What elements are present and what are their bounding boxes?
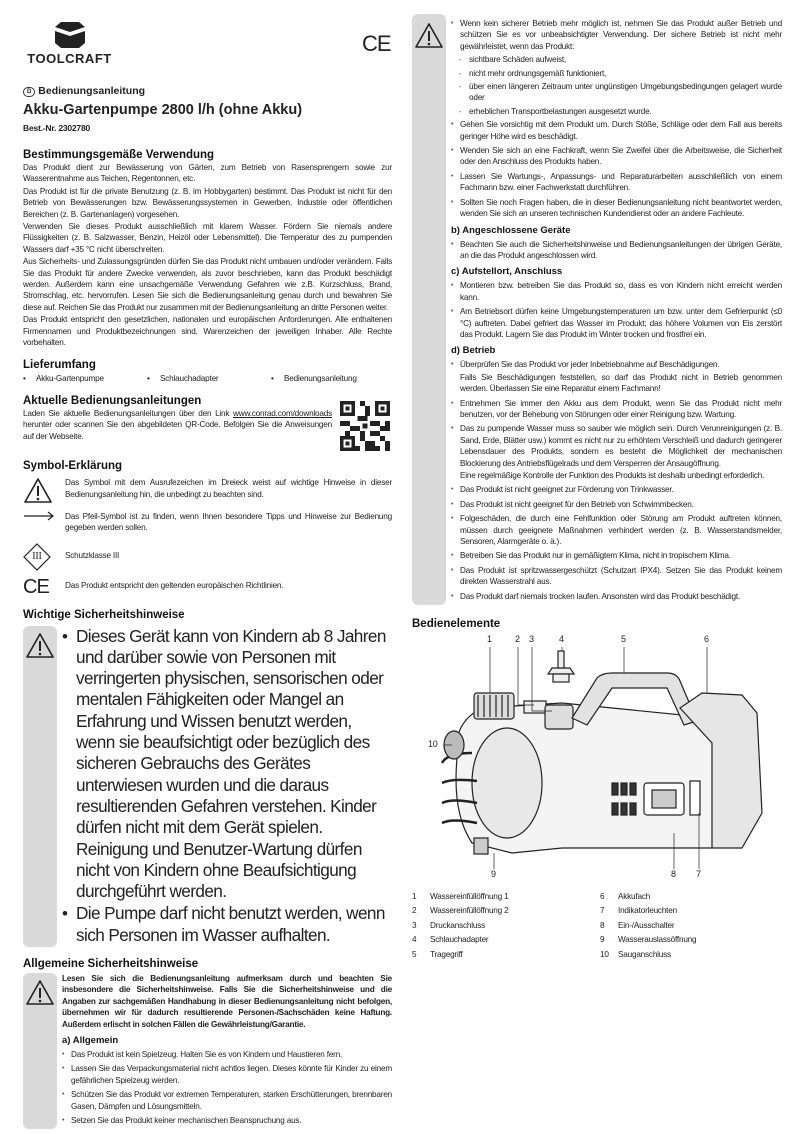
toolcraft-logo-icon — [55, 22, 85, 48]
legend-number: 3 — [412, 920, 417, 930]
language-badge: D — [23, 87, 35, 97]
paragraph: Das Produkt ist für die private Benutzung (z. B. im Hobbygarten) bestimmt. Das Produkt ist nicht für den Betrieb von Bewässerungen bzw. Bewässerungssystemen in Gewerben, Industrie oder öffentlichen Bereichen (z. B. Gartenanlagen) vorgesehen. — [23, 186, 392, 219]
legend-label: Druckanschluss — [430, 920, 485, 930]
list-item: • Beachten Sie auch die Sicherheitshinweise und Bedienungsanleitungen der übrigen Geräte, an die das Produkt angeschlossen wird. — [451, 239, 782, 262]
ce-icon: CE — [23, 575, 49, 598]
section-heading: Wichtige Sicherheitshinweise — [23, 608, 185, 621]
general-intro: Lesen Sie sich die Bedienungsanleitung aufmerksam durch und beachten Sie insbesondere die Sicherheitshinweise. Falls Sie die Sicherheitshinweise und die Angaben zur sachgemäßen Handhabung in dieser Bedienungsanleitung nicht befolgen, übernehmen wir für dadurch resultierende Personen-/Sachschäden keine Haftung. Außerdem erlischt in solchen Fällen die Gewährleistung/Garantie. — [62, 973, 392, 1029]
list-item: • Überprüfen Sie das Produkt vor jeder Inbetriebnahme auf Beschädigungen. — [451, 359, 782, 370]
symbols-section — [23, 459, 392, 597]
list-item: • Das zu pumpende Wasser muss so sauber wie möglich sein. Durch Verunreinigungen (z. B. Sand, Erde, Blätter usw.) kommt es nicht nur zu erhöhtem Verschleiß und dadurch geringerer Lebensdauer des Produkts, sondern es besteht die Möglichkeit der mechanischen Blockierung des Antriebsflügelrads und dem Versperren der Ansaugöffnung. — [451, 423, 782, 469]
list-item: • Das Produkt ist nicht geeignet zur Förderung von Trinkwasser. — [451, 484, 782, 495]
callout-10: 10 — [428, 739, 438, 750]
scope-item: • Bedienungsanleitung — [271, 373, 357, 383]
list-item: • Montieren bzw. betreiben Sie das Produkt so, dass es von Kindern nicht erreicht werden kann. — [451, 280, 782, 303]
doc-type — [23, 84, 392, 98]
list-item: • Wenden Sie sich an eine Fachkraft, wenn Sie Zweifel über die Arbeitsweise, die Sicherheit oder den Anschluss des Produkts haben. — [451, 145, 782, 168]
section-heading: Allgemeine Sicherheitshinweise — [23, 957, 199, 970]
safety-continued — [446, 14, 782, 605]
pump-diagram — [412, 633, 782, 883]
legend-number: 1 — [412, 892, 417, 902]
symbol-row — [23, 576, 392, 598]
paragraph: Das Produkt entspricht den gesetzlichen, nationalen und europäischen Anforderungen. Alle enthaltenen Firmennamen und Produktbezeichnungen sind, Warenzeichen der jeweiligen Inhaber. Alle Rechte vorbehalten. — [23, 315, 392, 348]
list-item: • Entnehmen Sie immer den Akku aus dem Produkt, wenn Sie das Produkt nicht mehr benutzen, vor der Behebung von Störungen oder einer Reinigung bzw. Wartung. — [451, 398, 782, 421]
qr-code-icon — [340, 400, 390, 452]
list-item: • Betreiben Sie das Produkt nur in gemäßigtem Klima, nicht in tropischem Klima. — [451, 550, 782, 561]
list-item: • Folgeschäden, die durch eine Fehlfunktion oder Störung am Produkt auftreten können, müssen durch geeignete Maßnahmen verhindert werden (z. B. Wasserstandsmelder, Sensoren, Alarmgeräte o. ä.). — [451, 513, 782, 547]
intended-use-section — [23, 148, 392, 350]
doc-type-label: Bedienungsanleitung — [38, 85, 146, 97]
symbol-text: Das Symbol mit dem Ausrufezeichen im Dreieck weist auf wichtige Hinweise in dieser Bedienungsanleitung hin, die unbedingt zu beachten sind. — [65, 478, 392, 499]
brand-name: TOOLCRAFT — [27, 51, 112, 67]
downloads-link[interactable]: www.conrad.com/downloads — [233, 408, 332, 418]
callout-4: 4 — [559, 634, 564, 645]
list-item: • Am Betriebsort dürfen keine Umgebungstemperaturen um bzw. unter dem Gefrierpunkt (≤0 °C) auftreten. Dabei gefriert das Wasser im Produkt; das höhere Volumen von Eis zerstört das Produkt. Lagern Sie das Produkt im Winter trocken und frostfrei ein. — [451, 306, 782, 340]
left-column — [23, 84, 392, 1129]
scope-item-label: Bedienungsanleitung — [284, 373, 357, 383]
list-item: • Lassen Sie Wartungs-, Anpassungs- und Reparaturarbeiten ausschließlich von einem Fachmann bzw. einer Fachwerkstatt durchführen. — [451, 171, 782, 194]
scope-item-label: Schlauchadapter — [160, 373, 219, 383]
list-item: • Die Pumpe darf nicht benutzt werden, wenn sich Personen im Wasser aufhalten. — [62, 903, 392, 946]
list-item: • Sollten Sie noch Fragen haben, die in dieser Bedienungsanleitung nicht beantwortet werden, wenden Sie sich an unseren technischen Kundendienst oder an andere Fachleute. — [451, 197, 782, 220]
legend-label: Schlauchadapter — [430, 935, 489, 945]
legend-number: 2 — [412, 906, 417, 916]
legend-label: Ein-/Ausschalter — [618, 920, 675, 930]
scope-item: • Schlauchadapter — [147, 373, 219, 383]
subsection-heading: c) Aufstellort, Anschluss — [451, 266, 563, 278]
list-item: Falls Sie Beschädigungen feststellen, so darf das Produkt nicht in Betrieb genommen werden. Überlassen Sie eine Reparatur einem Fachmann! — [460, 372, 782, 394]
list-item: • Wenn kein sicherer Betrieb mehr möglich ist, nehmen Sie das Produkt außer Betrieb und schützen Sie es vor unbeabsichtigter Verwendung. Der sichere Betrieb ist nicht mehr gewährleistet, wenn das Produkt: — [451, 18, 782, 52]
callout-3: 3 — [529, 634, 534, 645]
section-heading: Aktuelle Bedienungsanleitungen — [23, 394, 202, 407]
arrow-icon — [23, 511, 65, 535]
manuals-section — [23, 394, 392, 455]
right-column — [412, 14, 782, 960]
qr-code — [340, 394, 392, 455]
symbol-row — [23, 543, 392, 571]
legend-label: Sauganschluss — [618, 949, 671, 959]
list-item: • Lassen Sie das Verpackungsmaterial nicht achtlos liegen. Dieses könnte für Kinder zu einem gefährlichen Spielzeug werden. — [62, 1063, 392, 1086]
legend-number: 9 — [600, 935, 605, 945]
symbol-text: Das Pfeil-Symbol ist zu finden, wenn Ihnen besondere Tipps und Hinweise zur Bedienung gegeben werden sollen. — [65, 511, 392, 533]
ce-mark: CE — [362, 31, 391, 56]
general-section — [57, 973, 392, 1129]
warning-triangle-icon — [25, 632, 55, 660]
callout-8: 8 — [671, 869, 676, 880]
safety-continued-block — [412, 14, 782, 605]
protection-class-label: III — [32, 550, 42, 562]
scope-item: • Akku-Gartenpumpe — [23, 373, 104, 383]
legend-number: 10 — [600, 949, 609, 959]
pump-illustration — [412, 633, 782, 883]
scope-section — [23, 358, 392, 384]
list-item: - erheblichen Transportbelastungen ausgesetzt wurde. — [451, 106, 782, 117]
section-heading: Symbol-Erklärung — [23, 460, 123, 473]
callout-7: 7 — [696, 869, 701, 880]
important-list — [57, 626, 392, 947]
legend-label: Tragegriff — [430, 949, 463, 959]
list-item: • Schützen Sie das Produkt vor extremen Temperaturen, starken Erschütterungen, brennbaren Gasen, Dämpfen und Lösungsmitteln. — [62, 1089, 392, 1112]
legend-label: Wassereinfüllöffnung 2 — [430, 906, 509, 916]
subsection-heading: d) Betrieb — [451, 345, 496, 357]
warning-sidebar — [23, 973, 57, 1129]
warning-sidebar — [412, 14, 446, 605]
subsection-heading: b) Angeschlossene Geräte — [451, 224, 571, 236]
callout-6: 6 — [704, 634, 709, 645]
manuals-text: Laden Sie aktuelle Bedienungsanleitungen über den Link — [23, 408, 234, 418]
list-item: • Dieses Gerät kann von Kindern ab 8 Jahren und darüber sowie von Personen mit verringerten physischen, sensorischen oder mentalen Fähigkeiten oder Mangel an Erfahrung und Wissen benutzt werden, wenn sie beaufsichtigt oder bezüglich des sicheren Gebrauchs des Gerätes unterwiesen wurden und die daraus resultierenden Gefahren verstehen. Kinder dürfen nicht mit dem Gerät spielen. Reinigung und Benutzer-Wartung dürfen nicht von Kindern ohne Beaufsichtigung durchgeführt werden. — [62, 626, 392, 903]
list-item: • Gehen Sie vorsichtig mit dem Produkt um. Durch Stöße, Schläge oder dem Fall aus bereits geringer Höhe wird es beschädigt. — [451, 119, 782, 142]
list-item: - nicht mehr ordnungsgemäß funktioniert, — [451, 68, 782, 79]
section-heading: Bestimmungsgemäße Verwendung — [23, 149, 215, 161]
legend-label: Wasserauslassöffnung — [618, 935, 697, 945]
symbol-row — [23, 477, 392, 508]
legend-label: Akkufach — [618, 892, 651, 902]
callout-2: 2 — [515, 634, 520, 645]
list-item: - sichtbare Schäden aufweist, — [451, 54, 782, 65]
general-list — [62, 1049, 392, 1126]
important-block — [23, 626, 392, 947]
controls-legend — [412, 891, 782, 960]
callout-5: 5 — [621, 634, 626, 645]
legend-label: Indikatorleuchten — [618, 906, 677, 916]
page-title: Akku-Gartenpumpe 2800 l/h (ohne Akku) — [23, 102, 303, 118]
list-item: Eine regelmäßige Kontrolle der Funktion des Produkts ist deshalb unbedingt erforderlich. — [460, 471, 765, 480]
list-item: • Das Produkt ist kein Spielzeug. Halten Sie es von Kindern und Haustieren fern. — [62, 1049, 392, 1060]
section-heading: Lieferumfang — [23, 358, 96, 371]
scope-item-label: Akku-Gartenpumpe — [36, 373, 104, 383]
warning-triangle-icon — [23, 477, 65, 508]
warning-triangle-icon — [25, 979, 55, 1007]
legend-label: Wassereinfüllöffnung 1 — [430, 892, 509, 902]
warning-sidebar — [23, 626, 57, 947]
list-item: • Das Produkt ist nicht geeignet für den Betrieb von Schwimmbecken. — [451, 499, 782, 510]
order-number: Best.-Nr. 2302780 — [23, 123, 91, 133]
callout-1: 1 — [487, 634, 492, 645]
legend-number: 6 — [600, 892, 605, 902]
legend-number: 4 — [412, 935, 417, 945]
warning-triangle-icon — [414, 22, 444, 50]
symbol-text: Schutzklasse III — [65, 551, 120, 561]
list-item: - über einen längeren Zeitraum unter ungünstigen Umgebungsbedingungen gelagert wurde oder — [451, 81, 782, 104]
protection-class-iii-icon — [23, 543, 65, 571]
section-heading: Bedienelemente — [412, 618, 501, 631]
manuals-text: herunter oder scannen Sie den abgebildeten QR-Code. Befolgen Sie die Anweisungen auf der Webseite. — [23, 420, 332, 441]
callout-9: 9 — [491, 869, 496, 880]
list-item: • Das Produkt darf niemals trocken laufen. Ansonsten wird das Produkt beschädigt. — [451, 591, 782, 602]
list-item: • Setzen Sie das Produkt keiner mechanischen Beanspruchung aus. — [62, 1115, 392, 1126]
legend-number: 7 — [600, 906, 605, 916]
legend-number: 5 — [412, 949, 417, 959]
paragraph: Aus Sicherheits- und Zulassungsgründen dürfen Sie das Produkt nicht umbauen und/oder verändern. Falls Sie das Produkt für andere Zwecke verwenden, als zuvor beschrieben, kann das Produkt beschädigt werden. Außerdem kann eine unsachgemäße Verwendung Gefahren wie z.B. Kurzschluss, Brand, Stromschlag, etc. hervorrufen. Lesen Sie sich die Bedienungsanleitung genau durch und bewahren Sie diese auf. Reichen Sie das Produkt nur zusammen mit der Bedienungsanleitung an dritte Personen weiter. — [23, 257, 392, 312]
general-block — [23, 973, 392, 1129]
list-item: • Das Produkt ist spritzwassergeschützt (Schutzart IPX4). Setzen Sie das Produkt keinem direkten Wasserstrahl aus. — [451, 565, 782, 588]
brand-logo — [22, 22, 117, 67]
symbol-row — [23, 511, 392, 535]
symbol-text: Das Produkt entspricht den geltenden europäischen Richtlinien. — [65, 581, 284, 591]
paragraph: Verwenden Sie dieses Produkt ausschließlich mit klarem Wasser. Fördern Sie niemals andere Flüssigkeiten (z. B. Salzwasser, Benzin, Heizöl oder Lebensmittel). Die Temperatur des zu pumpenden Wassers darf +35 °C nicht überschreiten. — [23, 222, 392, 254]
paragraph: Das Produkt dient zur Bewässerung von Gärten, zum Betrieb von Rasensprengern sowie zur Wasserentnahme aus Teichen, Regentonnen, etc. — [23, 163, 392, 184]
subsection-heading: a) Allgemein — [62, 1035, 119, 1047]
legend-number: 8 — [600, 920, 605, 930]
